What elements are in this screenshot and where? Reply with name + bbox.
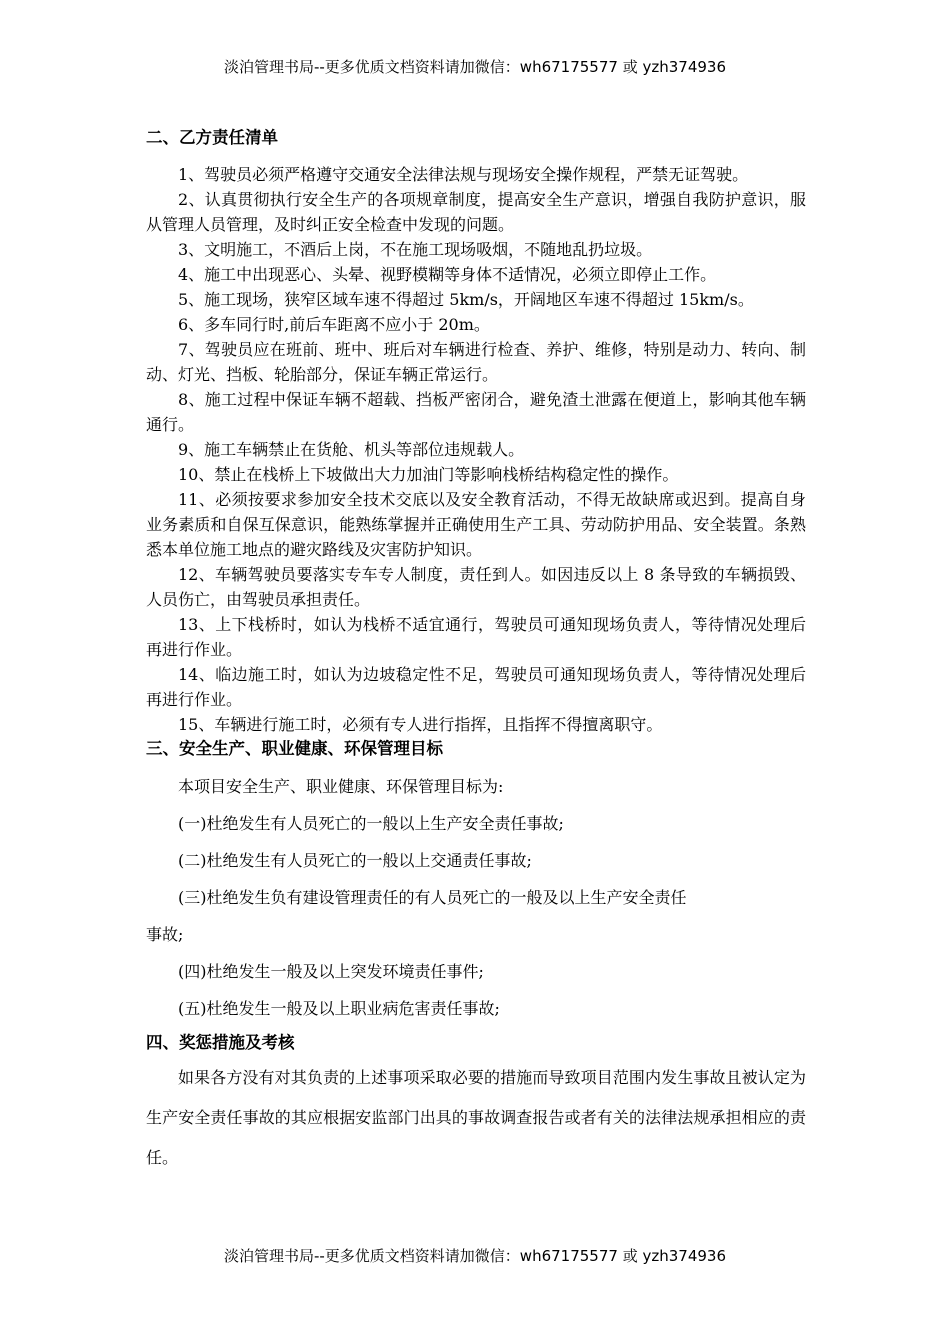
list-item: 8、施工过程中保证车辆不超载、挡板严密闭合，避免渣土泄露在便道上，影响其他车辆通行。 bbox=[146, 390, 806, 434]
list-item: 3、文明施工，不酒后上岗，不在施工现场吸烟，不随地乱扔垃圾。 bbox=[178, 240, 653, 259]
section-4-heading: 四、奖惩措施及考核 bbox=[146, 1033, 295, 1052]
section-2-heading: 二、乙方责任清单 bbox=[146, 128, 278, 147]
goal-item-continuation: 事故; bbox=[146, 925, 184, 944]
list-item: 11、必须按要求参加安全技术交底以及安全教育活动，不得无故缺席或迟到。提高自身业务素质和自保互保意识，能熟练掌握并正确使用生产工具、劳动防护用品、安全装置。条熟悉本单位施工地点的避灾路线及灾害防护知识。 bbox=[146, 490, 806, 559]
goal-item: (四)杜绝发生一般及以上突发环境责任事件; bbox=[178, 962, 484, 981]
section-3-heading: 三、安全生产、职业健康、环保管理目标 bbox=[146, 739, 443, 758]
goal-item: (五)杜绝发生一般及以上职业病危害责任事故; bbox=[178, 999, 500, 1018]
list-item: 7、驾驶员应在班前、班中、班后对车辆进行检查、养护、维修，特别是动力、转向、制动、灯光、挡板、轮胎部分，保证车辆正常运行。 bbox=[146, 340, 806, 384]
list-item: 2、认真贯彻执行安全生产的各项规章制度，提高安全生产意识，增强自我防护意识，服从管理人员管理，及时纠正安全检查中发现的问题。 bbox=[146, 190, 806, 234]
list-item: 1、驾驶员必须严格遵守交通安全法律法规与现场安全操作规程，严禁无证驾驶。 bbox=[178, 165, 749, 184]
list-item: 12、车辆驾驶员要落实专车专人制度，责任到人。如因违反以上 8 条导致的车辆损毁、人员伤亡，由驾驶员承担责任。 bbox=[146, 565, 806, 609]
page-header: 淡泊管理书局--更多优质文档资料请加微信：wh67175577 或 yzh374936 bbox=[223, 58, 726, 76]
list-item: 15、车辆进行施工时，必须有专人进行指挥，且指挥不得擅离职守。 bbox=[178, 715, 663, 734]
list-item: 13、上下栈桥时，如认为栈桥不适宜通行，驾驶员可通知现场负责人，等待情况处理后再进行作业。 bbox=[146, 615, 806, 659]
goal-item: (一)杜绝发生有人员死亡的一般以上生产安全责任事故; bbox=[178, 814, 564, 833]
page-footer: 淡泊管理书局--更多优质文档资料请加微信：wh67175577 或 yzh374936 bbox=[223, 1247, 726, 1265]
list-item: 4、施工中出现恶心、头晕、视野模糊等身体不适情况，必须立即停止工作。 bbox=[178, 265, 717, 284]
list-item: 6、多车同行时,前后车距离不应小于 20m。 bbox=[178, 315, 490, 334]
document-body bbox=[146, 126, 806, 1178]
list-item: 5、施工现场，狭窄区域车速不得超过 5km/s，开阔地区车速不得超过 15km/s。 bbox=[178, 290, 754, 309]
list-item: 14、临边施工时，如认为边坡稳定性不足，驾驶员可通知现场负责人，等待情况处理后再进行作业。 bbox=[146, 665, 806, 709]
goal-item-text: (三)杜绝发生负有建设管理责任的有人员死亡的一般及以上生产安全责任 bbox=[178, 888, 687, 907]
goal-item bbox=[146, 879, 806, 953]
list-item: 10、禁止在栈桥上下坡做出大力加油门等影响栈桥结构稳定性的操作。 bbox=[178, 465, 679, 484]
list-item: 9、施工车辆禁止在货舱、机头等部位违规载人。 bbox=[178, 440, 525, 459]
goal-item: (二)杜绝发生有人员死亡的一般以上交通责任事故; bbox=[178, 851, 532, 870]
section-4-body: 如果各方没有对其负责的上述事项采取必要的措施而导致项目范围内发生事故且被认定为生产安全责任事故的其应根据安监部门出具的事故调查报告或者有关的法律法规承担相应的责任。 bbox=[146, 1068, 806, 1167]
section-3-intro: 本项目安全生产、职业健康、环保管理目标为: bbox=[178, 777, 504, 796]
